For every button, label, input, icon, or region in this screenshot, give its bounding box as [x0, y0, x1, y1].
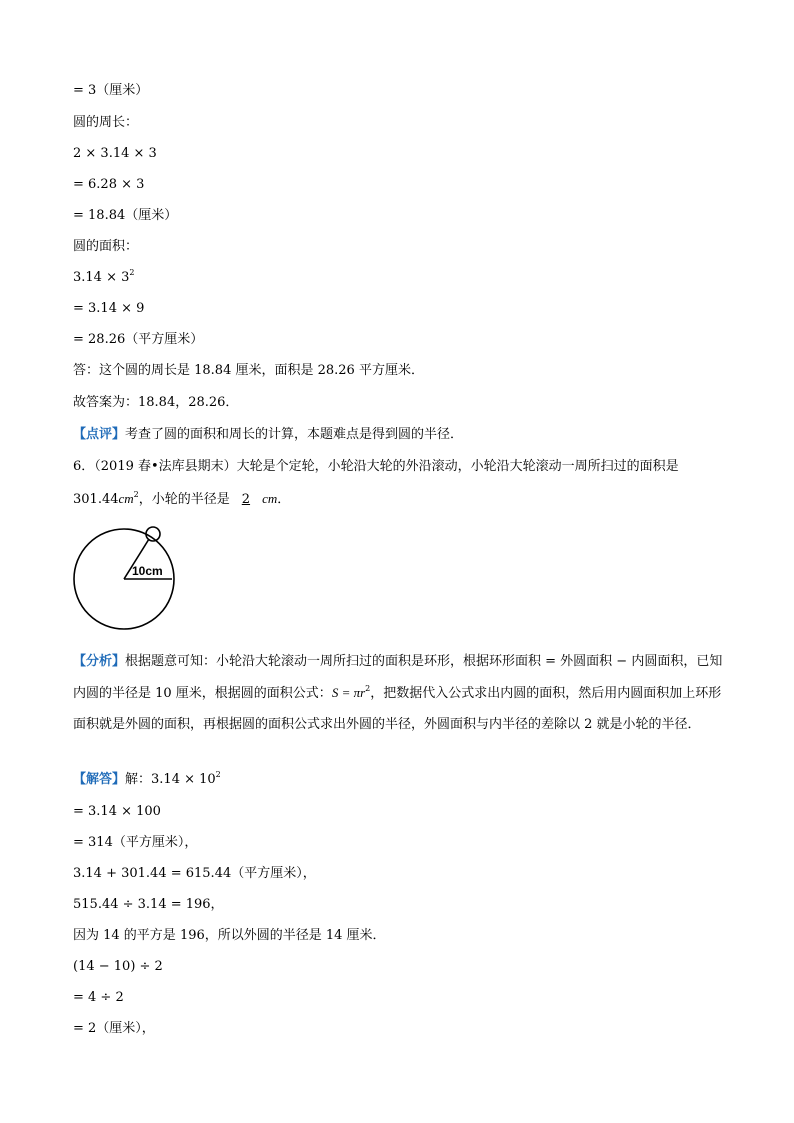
exponent: 2 [133, 490, 139, 499]
solution-line: = 4 ÷ 2 [73, 990, 124, 1005]
solution-line: = 3.14 × 100 [73, 804, 161, 819]
calc-line: = 6.28 × 3 [73, 177, 145, 192]
solution-line: = 2（厘米）， [73, 1021, 155, 1036]
question-text: ，小轮的半径是 [138, 492, 230, 507]
question-line-2 [73, 490, 290, 509]
calc-line: = 18.84（厘米） [73, 208, 178, 223]
solution-text: 解：3.14 × 10 [125, 772, 216, 787]
question-line: 6．（2019 春•法库县期末）大轮是个定轮，小轮沿大轮的外沿滚动，小轮沿大轮滚动一周所扫过的面积是 [73, 459, 679, 474]
calc-line: 圆的面积： [73, 239, 139, 254]
wheel-figure [70, 520, 180, 630]
radius-label: 10cm [132, 564, 163, 578]
solution-line: 3.14 + 301.44 = 615.44（平方厘米）， [73, 866, 316, 881]
wheel-diagram [70, 520, 180, 630]
comment [73, 426, 463, 444]
question-value: 301.44 [73, 492, 119, 507]
exponent: 2 [129, 268, 135, 277]
analysis-text: 根据题意可知：小轮沿大轮滚动一周所扫过的面积是环形，根据环形面积 = 外圆面积 − 内圆面积，已知内圆的半径是 10 厘米，根据圆的面积公式： [73, 654, 723, 701]
question-end: ． [277, 492, 291, 507]
calc-line: 圆的周长： [73, 115, 139, 130]
solution-line: (14 − 10) ÷ 2 [73, 959, 163, 974]
exponent: 2 [215, 770, 221, 779]
comment-tag: 【点评】 [73, 427, 126, 442]
unit: cm [262, 491, 278, 506]
solution-line: = 314（平方厘米）， [73, 835, 198, 850]
unit: cm [118, 491, 134, 506]
calc-line: = 28.26（平方厘米） [73, 332, 204, 347]
calc-line [73, 269, 134, 287]
calc-text: 3.14 × 3 [73, 270, 130, 285]
analysis-text-2: ，把数据代入公式求出内圆的面积，然后用内圆面积加上环形面积就是外圆的面积，再根据圆的面积公式求出外圆的半径，外圆面积与内半径的差除以 2 就是小轮的半径． [73, 686, 722, 732]
analysis [73, 646, 733, 740]
answer-blank: 2 [241, 492, 251, 507]
exponent: 2 [365, 684, 371, 693]
analysis-tag: 【分析】 [73, 654, 126, 669]
answer-summary: 故答案为：18.84，28.26． [73, 395, 239, 410]
answer-line: 答：这个圆的周长是 18.84 厘米，面积是 28.26 平方厘米． [73, 363, 424, 378]
solution-line: 515.44 ÷ 3.14 = 196， [73, 897, 224, 912]
calc-line: 2 × 3.14 × 3 [73, 146, 157, 161]
calc-line: = 3（厘米） [73, 83, 149, 98]
solution-line: 因为 14 的平方是 196，所以外圆的半径是 14 厘米． [73, 928, 386, 943]
area-formula: S = πr [331, 685, 366, 700]
calc-line: = 3.14 × 9 [73, 301, 145, 316]
solution-tag: 【解答】 [73, 772, 126, 787]
solution-first-line [73, 771, 221, 789]
comment-text: 考查了圆的面积和周长的计算，本题难点是得到圆的半径． [125, 427, 464, 442]
